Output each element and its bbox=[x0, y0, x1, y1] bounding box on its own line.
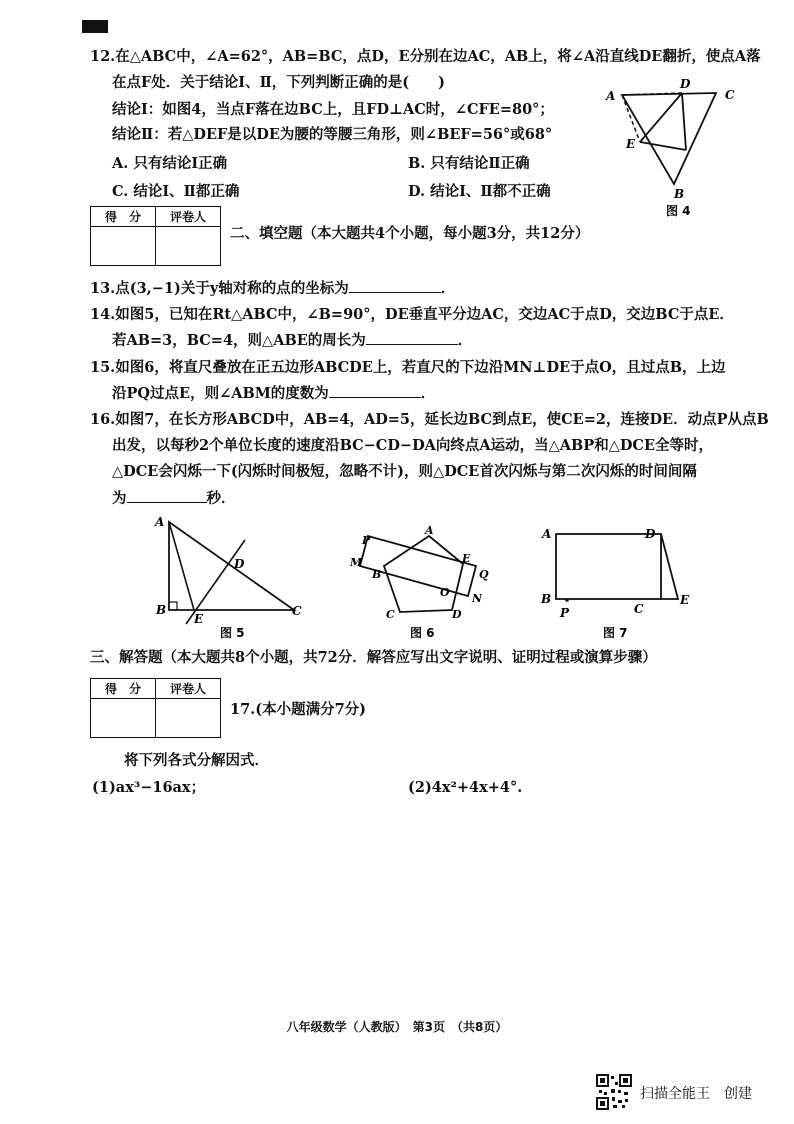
q12-option-a: A. 只有结论Ⅰ正确 bbox=[112, 155, 228, 172]
fig6-label: M bbox=[350, 556, 363, 569]
fig5-label: D bbox=[234, 557, 245, 571]
fig6-ruler bbox=[360, 536, 476, 596]
fig7-label: C bbox=[634, 602, 644, 616]
fig4-label: B bbox=[674, 187, 685, 201]
fig6-caption: 图 6 bbox=[410, 626, 435, 640]
grader-cell bbox=[156, 699, 221, 738]
fig6-label: C bbox=[386, 608, 395, 621]
fig6-label: D bbox=[452, 608, 462, 621]
fig5-label: B bbox=[156, 603, 167, 617]
q16-line4 bbox=[112, 486, 236, 512]
fig7-label: E bbox=[680, 593, 690, 607]
q16-text: 为 bbox=[112, 490, 127, 507]
fig7-rectangle bbox=[556, 534, 661, 599]
fig5-label: E bbox=[194, 612, 204, 626]
q15-line1: 15.如图6，将直尺叠放在正五边形ABCDE上，若直尺的下边沿MN⊥DE于点O，且过点B，上边 bbox=[90, 359, 726, 376]
answer-blank bbox=[366, 330, 458, 345]
q17-title: 17.(本小题满分7分) bbox=[230, 701, 367, 718]
q14-line2 bbox=[112, 328, 472, 354]
fig7-label: B bbox=[541, 592, 552, 606]
q14-text: 若AB=3，BC=4，则△ABE的周长为 bbox=[112, 332, 366, 349]
q17-instruction: 将下列各式分解因式． bbox=[124, 752, 269, 769]
fig4-ef bbox=[640, 142, 686, 150]
grader-cell bbox=[156, 227, 221, 266]
score-header: 得 分 bbox=[91, 679, 156, 699]
q17-part1: (1)ax³−16ax； bbox=[92, 779, 206, 796]
q12-line4: 结论Ⅱ：若△DEF是以DE为腰的等腰三角形，则∠BEF=56°或68° bbox=[112, 126, 553, 143]
fig4-label: D bbox=[680, 78, 691, 91]
q12-line1: 12.在△ABC中，∠A=62°，AB=BC，点D，E分别在边AC，AB上，将∠A沿直线DE翻折，使点A落 bbox=[90, 48, 761, 65]
answer-blank bbox=[349, 278, 441, 293]
fig6-label: O bbox=[440, 586, 450, 599]
q15-end: ． bbox=[420, 385, 436, 402]
q12-line2: 在点F处．关于结论Ⅰ、Ⅱ，下列判断正确的是( ) bbox=[112, 74, 446, 91]
score-table bbox=[90, 678, 221, 738]
q14-end: ． bbox=[457, 332, 473, 349]
fig7-caption: 图 7 bbox=[603, 626, 628, 640]
q12-option-d: D. 结论Ⅰ、Ⅱ都不正确 bbox=[408, 183, 551, 200]
fig4-fold-de bbox=[640, 93, 682, 142]
q16-end: 秒． bbox=[206, 490, 236, 507]
section-2-title: 二、填空题（本大题共4个小题，每小题3分，共12分） bbox=[230, 225, 590, 242]
fig6-label: Q bbox=[479, 568, 489, 581]
score-cell bbox=[91, 699, 156, 738]
fig7-triangle-dce bbox=[661, 534, 678, 599]
fig7-label: P bbox=[560, 606, 570, 620]
fig6-label: A bbox=[425, 524, 434, 537]
grader-header: 评卷人 bbox=[156, 679, 221, 699]
q17-part2: (2)4x²+4x+4°. bbox=[408, 779, 523, 796]
fig7-point-p bbox=[565, 598, 569, 602]
scanner-watermark: 扫描全能王 创建 bbox=[640, 1086, 752, 1102]
section-3-title: 三、解答题（本大题共8个小题，共72分．解答应写出文字说明、证明过程或演算步骤） bbox=[90, 649, 657, 666]
fig5-triangle bbox=[169, 522, 294, 610]
grader-header: 评卷人 bbox=[156, 207, 221, 227]
fig6-label: B bbox=[372, 568, 382, 581]
fig6-pentagon bbox=[384, 536, 463, 612]
q13-end: ． bbox=[440, 280, 456, 297]
q12-line3: 结论Ⅰ：如图4，当点F落在边BC上，且FD⊥AC时，∠CFE=80°； bbox=[112, 101, 554, 118]
fig4-df bbox=[682, 93, 686, 150]
q15-line2 bbox=[112, 381, 435, 407]
fig5-caption: 图 5 bbox=[220, 626, 245, 640]
fig4-label: C bbox=[725, 88, 735, 102]
score-table bbox=[90, 206, 221, 266]
q16-line3: △DCE会闪烁一下(闪烁时间极短，忽略不计)，则△DCE首次闪烁与第二次闪烁的时间间隔 bbox=[112, 463, 697, 480]
figure-6 bbox=[342, 520, 502, 644]
score-cell bbox=[91, 227, 156, 266]
fig5-label: C bbox=[292, 604, 302, 618]
figure-5 bbox=[150, 512, 310, 644]
figure-7 bbox=[536, 520, 696, 644]
q13-text: 13.点(3,−1)关于y轴对称的点的坐标为 bbox=[90, 280, 349, 297]
fig4-dashed-ae bbox=[622, 95, 640, 142]
fig5-right-angle bbox=[169, 602, 177, 610]
fig5-ae bbox=[169, 522, 194, 610]
fig6-label: E bbox=[462, 552, 471, 565]
q16-line2: 出发，以每秒2个单位长度的速度沿BC−CD−DA向终点A运动，当△ABP和△DCE全等时， bbox=[112, 437, 714, 454]
answer-blank bbox=[127, 488, 207, 503]
fig6-label: N bbox=[472, 592, 483, 605]
fig4-caption: 图 4 bbox=[666, 204, 691, 218]
fig4-label: E bbox=[626, 137, 636, 151]
q12-option-b: B. 只有结论Ⅱ正确 bbox=[408, 155, 530, 172]
q13 bbox=[90, 276, 455, 302]
fig7-label: D bbox=[645, 527, 656, 541]
figure-4 bbox=[600, 78, 770, 220]
answer-blank bbox=[329, 383, 421, 398]
fig4-triangle bbox=[622, 93, 716, 184]
q16-line1: 16.如图7，在长方形ABCD中，AB=4，AD=5，延长边BC到点E，使CE=2，连接DE．动点P从点B bbox=[90, 411, 769, 428]
q12-option-c: C. 结论Ⅰ、Ⅱ都正确 bbox=[112, 183, 240, 200]
q15-text: 沿PQ过点E，则∠ABM的度数为 bbox=[112, 385, 329, 402]
score-header: 得 分 bbox=[91, 207, 156, 227]
corner-mark bbox=[82, 20, 108, 33]
fig5-label: A bbox=[155, 515, 165, 529]
qr-code-icon bbox=[596, 1074, 632, 1110]
fig4-label: A bbox=[606, 89, 616, 103]
q14-line1: 14.如图5，已知在Rt△ABC中，∠B=90°，DE垂直平分边AC，交边AC于点D，交边BC于点E． bbox=[90, 306, 734, 323]
page-footer: 八年级数学（人教版） 第3页 （共8页） bbox=[286, 1020, 508, 1034]
fig6-label: P bbox=[362, 534, 371, 547]
fig7-label: A bbox=[542, 527, 552, 541]
